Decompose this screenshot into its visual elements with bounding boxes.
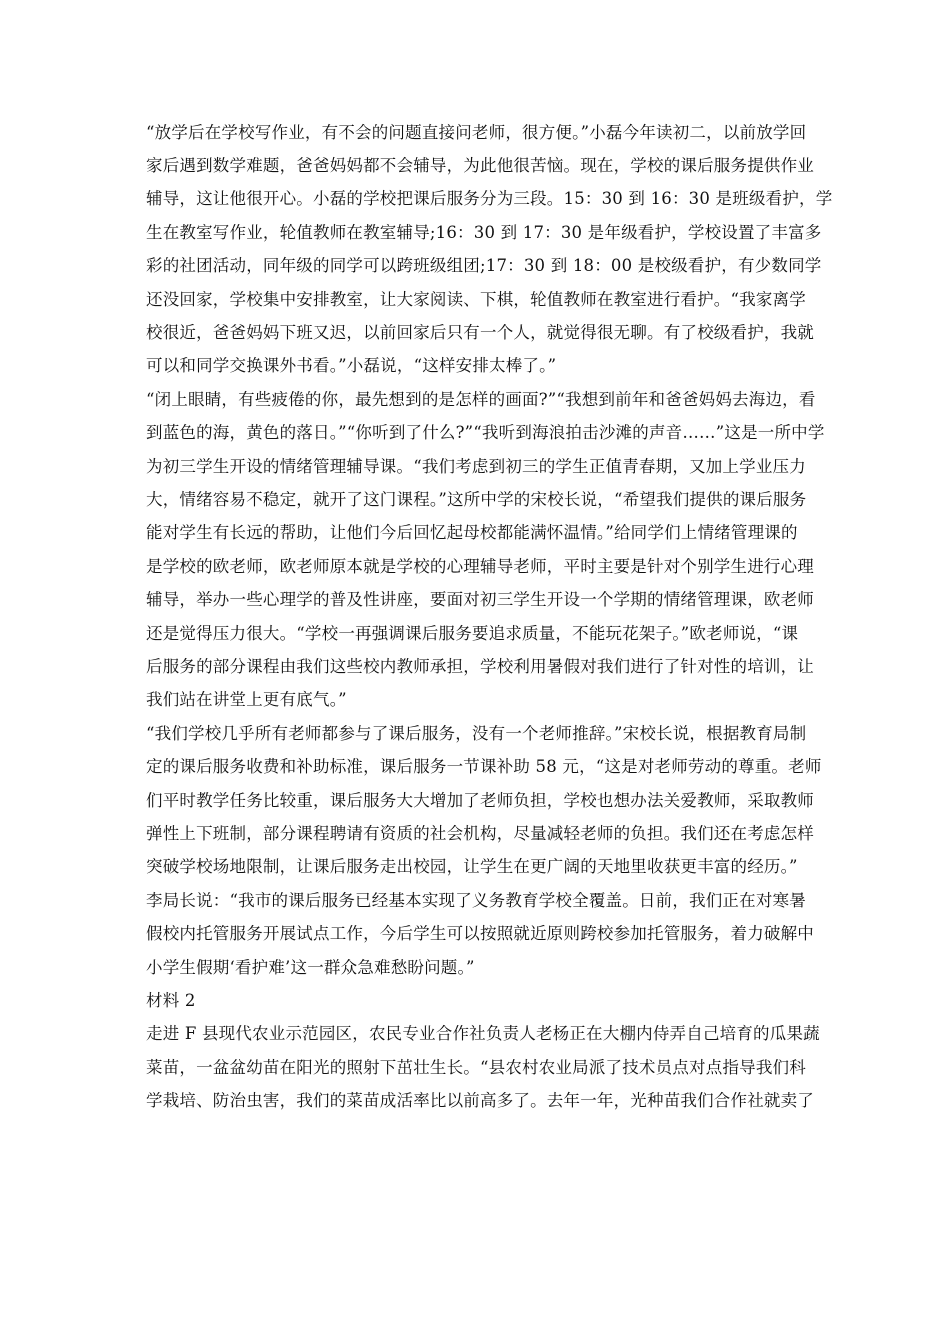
text-line-23: 突破学校场地限制，让课后服务走出校园，让学生在更广阔的天地里收获更丰富的经历。”	[146, 857, 798, 876]
text-line-30: 学栽培、防治虫害，我们的菜苗成活率比以前高多了。去年一年，光种苗我们合作社就卖了	[146, 1091, 814, 1110]
text-line-19: “我们学校几乎所有老师都参与了课后服务，没有一个老师推辞。”宋校长说，根据教育局制	[146, 724, 807, 743]
text-line-11: 为初三学生开设的情绪管理辅导课。“我们考虑到初三的学生正值青春期，又加上学业压力	[146, 457, 806, 476]
text-line-25: 假校内托管服务开展试点工作，今后学生可以按照就近原则跨校参加托管服务，着力破解中	[146, 924, 814, 943]
text-line-10: 到蓝色的海，黄色的落日。”“你听到了什么?”“我听到海浪拍击沙滩的声音……”这是一所中学	[146, 423, 825, 442]
text-line-1: “放学后在学校写作业，有不会的问题直接问老师，很方便。”小磊今年读初二，以前放学回	[146, 123, 807, 142]
text-line-18: 我们站在讲堂上更有底气。”	[146, 690, 347, 709]
text-line-13: 能对学生有长远的帮助，让他们今后回忆起母校都能满怀温情。”给同学们上情绪管理课的	[146, 523, 798, 542]
text-line-14: 是学校的欧老师，欧老师原本就是学校的心理辅导老师，平时主要是针对个别学生进行心理	[146, 557, 814, 576]
text-line-16: 还是觉得压力很大。“学校一再强调课后服务要追求质量，不能玩花架子。”欧老师说，“课	[146, 624, 799, 643]
text-line-4: 生在教室写作业，轮值教师在教室辅导;16：30 到 17：30 是年级看护，学校设置了丰富多	[146, 223, 822, 242]
text-line-21: 们平时教学任务比较重，课后服务大大增加了老师负担，学校也想办法关爱教师，采取教师	[146, 791, 814, 810]
text-line-26: 小学生假期‘看护难’这一群众急难愁盼问题。”	[146, 958, 475, 977]
section-heading-material-2: 材料 2	[146, 991, 196, 1010]
text-line-6: 还没回家，学校集中安排教室，让大家阅读、下棋，轮值教师在教室进行看护。“我家离学	[146, 290, 806, 309]
text-line-7: 校很近，爸爸妈妈下班又迟，以前回家后只有一个人，就觉得很无聊。有了校级看护，我就	[146, 323, 814, 342]
text-line-3: 辅导，这让他很开心。小磊的学校把课后服务分为三段。15：30 到 16：30 是班级看护，学	[146, 189, 833, 208]
text-line-22: 弹性上下班制，部分课程聘请有资质的社会机构，尽量减轻老师的负担。我们还在考虑怎样	[146, 824, 814, 843]
text-line-24: 李局长说：“我市的课后服务已经基本实现了义务教育学校全覆盖。日前，我们正在对寒暑	[146, 891, 806, 910]
text-line-17: 后服务的部分课程由我们这些校内教师承担，学校利用暑假对我们进行了针对性的培训，让	[146, 657, 814, 676]
text-line-12: 大，情绪容易不稳定，就开了这门课程。”这所中学的宋校长说，“希望我们提供的课后服务	[146, 490, 807, 509]
text-line-20: 定的课后服务收费和补助标准，课后服务一节课补助 58 元，“这是对老师劳动的尊重。老师	[146, 757, 822, 776]
text-line-2: 家后遇到数学难题，爸爸妈妈都不会辅导，为此他很苦恼。现在，学校的课后服务提供作业	[146, 156, 814, 175]
text-line-8: 可以和同学交换课外书看。”小磊说，“这样安排太棒了。”	[146, 356, 557, 375]
text-line-29: 菜苗，一盆盆幼苗在阳光的照射下茁壮生长。“县农村农业局派了技术员点对点指导我们科	[146, 1058, 806, 1077]
text-line-28: 走进 F 县现代农业示范园区，农民专业合作社负责人老杨正在大棚内侍弄自己培育的瓜果蔬	[146, 1024, 820, 1043]
text-line-5: 彩的社团活动，同年级的同学可以跨班级组团;17：30 到 18：00 是校级看护，有少数同学	[146, 256, 822, 275]
text-line-9: “闭上眼睛，有些疲倦的你，最先想到的是怎样的画面?”“我想到前年和爸爸妈妈去海边，看	[146, 390, 816, 409]
text-line-15: 辅导，举办一些心理学的普及性讲座，要面对初三学生开设一个学期的情绪管理课，欧老师	[146, 590, 814, 609]
